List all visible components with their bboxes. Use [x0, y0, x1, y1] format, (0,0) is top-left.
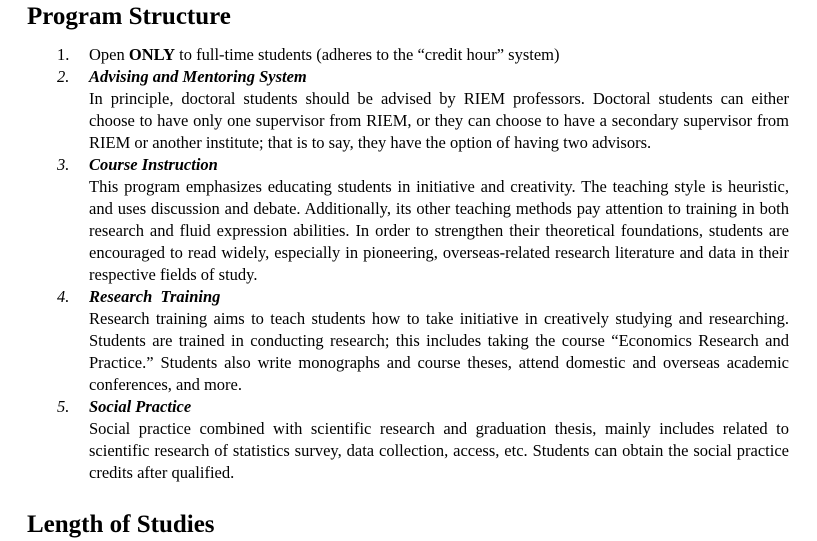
- program-structure-heading: Program Structure: [27, 3, 231, 30]
- item-number: 3.: [57, 155, 70, 174]
- list-item-course-instruction: [0, 154, 789, 286]
- item-title: Research Training: [89, 287, 221, 306]
- item-number: 4.: [57, 287, 70, 306]
- list-item-full-time: [0, 44, 789, 66]
- item-text: Open: [89, 45, 129, 64]
- item-title: Social Practice: [89, 397, 192, 416]
- item-text: to full-time students (adheres to the “credit hour” system): [175, 45, 560, 64]
- list-item-social-practice: [0, 396, 789, 484]
- item-number: 5.: [57, 397, 70, 416]
- program-structure-list: [0, 44, 817, 484]
- item-number: 2.: [57, 67, 70, 86]
- list-item-research-training: [0, 286, 789, 396]
- item-body: Research training aims to teach students how to take initiative in creatively studying and researching. Students are trained in conducting research; this includes taking the course “Economics Research and Practice.” Students also write monographs and course theses, attend domestic and overseas academic conferences, and more.: [89, 309, 789, 394]
- item-number: 1.: [57, 45, 70, 64]
- item-text-emphasis: ONLY: [128, 45, 176, 64]
- item-body: In principle, doctoral students should be advised by RIEM professors. Doctoral students can either choose to have only one supervisor from RIEM, or they can choose to have a secondary supervisor from RIEM or another institute; that is to say, they have the option of having two advisors.: [89, 89, 789, 152]
- item-body: This program emphasizes educating students in initiative and creativity. The teaching style is heuristic, and uses discussion and debate. Additionally, its other teaching methods pay attention to training in both research and fluid expression abilities. In order to strengthen their theoretical foundations, students are encouraged to read widely, especially in pioneering, overseas-related research literature and data in their respective fields of study.: [89, 177, 789, 284]
- length-of-studies-heading: Length of Studies: [27, 511, 215, 538]
- list-item-advising: [0, 66, 789, 154]
- item-title: Advising and Mentoring System: [89, 67, 307, 86]
- item-title: Course Instruction: [89, 155, 218, 174]
- item-body: Social practice combined with scientific research and graduation thesis, mainly includes related to scientific research of statistics survey, data collection, access, etc. Students can obtain the social practice credits after qualified.: [89, 419, 789, 482]
